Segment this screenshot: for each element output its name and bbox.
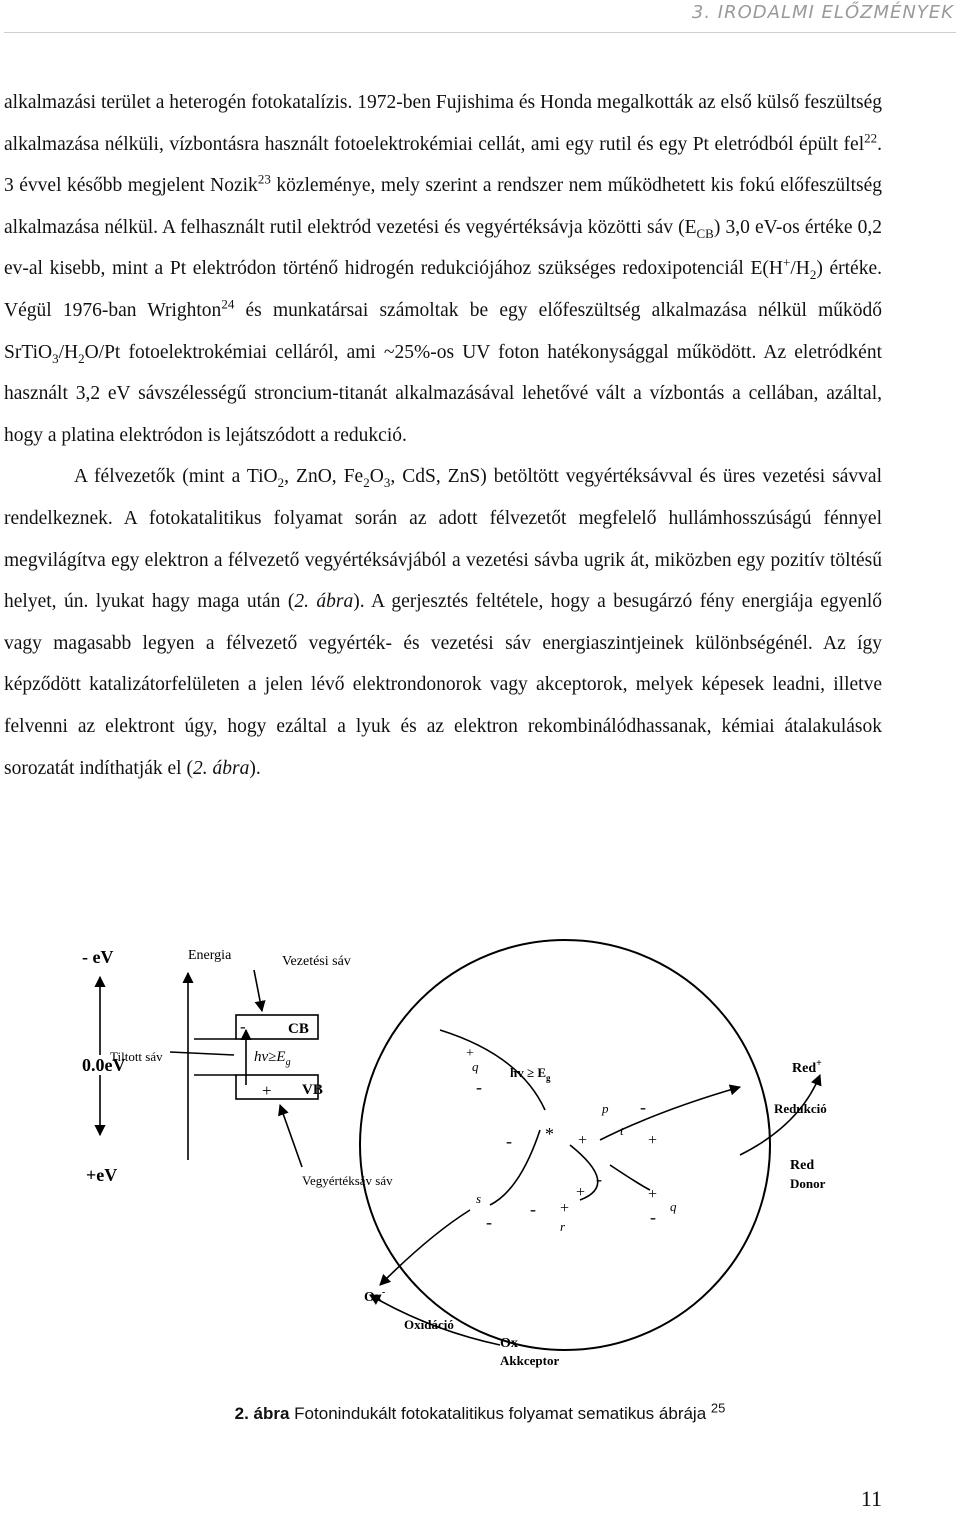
subscript: 2 [78,350,85,366]
p2-text: , ZnO, Fe [284,466,364,488]
p1-text: és munkatársai számoltak be egy előfeszültség alkalmazása nélkül működő SrTiO [4,299,883,363]
red-plus-label: Red+ [792,1058,822,1076]
recombination-arrow [490,1130,540,1205]
oxidation-arrow [380,1210,470,1285]
conduction-band-label: Vezetési sáv [282,954,351,969]
minus-sign: - [506,1131,512,1151]
citation-24: 24 [221,296,235,312]
superscript-plus: + [782,254,791,270]
caption-number: 2. ábra [234,1404,290,1423]
ox-minus-label: Ox- [364,1287,386,1305]
subscript: 3 [383,475,391,491]
valence-band-label: Vegyértéksáv sáv [302,1173,393,1188]
plus-sign: + [648,1186,658,1203]
t-label: t [620,1123,624,1138]
subscript: 2 [363,475,370,491]
citation-23: 23 [257,171,271,187]
photocatalysis-diagram [0,935,960,1405]
hv-left-label: $hv\ge E_g$ [254,1049,291,1068]
minus-sign: - [530,1199,536,1219]
band-gap-label: Tiltott sáv [110,1049,163,1064]
plus-sign: + [648,1132,658,1149]
p1-text: O/Pt fotoelektrokémiai celláról, ami ~25%-os UV foton hatékonysággal működött. Az eletródként használt 3,2 eV sávszélességű stroncium-titanát alkalmazásával lehetővé vált a vízbontás a cellában, azáltal, hogy a platina elektródon is lejátszódott a redukció. [4,341,882,446]
subscript: 2 [809,267,817,283]
hv-right-label: hv ≥ $E_g$ [510,1065,551,1083]
reduction-label: Redukció [774,1101,827,1116]
citation-22: 22 [864,130,878,146]
cb-label: CB [288,1021,309,1037]
running-header: 3. IRODALMI ELŐZMÉNYEK [691,2,954,23]
p-label: p [602,1101,609,1116]
plus-sign: + [576,1184,586,1201]
figure-2 [0,935,960,1405]
r-label: r [560,1219,566,1234]
p2-text: A félvezetők (mint a TiO [74,466,278,488]
paragraph-2 [4,456,882,789]
p1-text: alkalmazási terület a heterogén fotokatalízis. 1972-ben Fujishima és Honda megalkották az első külső feszültség alkalmazása nélküli, vízbontásra használt fotoelektrokémiai cellát, ami egy rutil és egy Pt eletródból épült fel [4,92,882,155]
plus-sign: + [578,1132,588,1149]
p1-text: /H [790,258,810,280]
semiconductor-particle [360,940,770,1350]
neg-ev-label: - eV [82,947,114,967]
transfer-arrow [610,1165,650,1190]
excitation-center: * [545,1124,554,1144]
minus-sign: - [596,1169,602,1189]
p1-text: /H [58,341,79,363]
ox-label: Ox [500,1336,518,1351]
minus-sign: - [476,1077,482,1097]
subscript: 2 [277,475,285,491]
q-label: q [472,1059,479,1074]
citation-25: 25 [710,1400,726,1416]
figure-caption [0,1400,960,1424]
p1-text: . 3 évvel később megjelent Nozik [4,133,882,197]
electron-sign: - [240,1017,246,1036]
p2-text: , CdS, ZnS) betöltött vegyértéksávval és üres vezetési sávval rendelkeznek. A fotokatalitikus folyamat során az adott félvezetőt megfelelő hullámhosszúságú fénnyel megvilágítva egy elektron a félvezető vegyértéksávjából a vezetési sávba ugrik át, miközben egy pozitív töltésű helyet, ún. lyukat hagy maga után ( [4,466,882,613]
energy-label: Energia [188,948,232,963]
minus-sign: - [640,1097,646,1117]
acceptor-label: Akkceptor [500,1353,560,1368]
pos-ev-label: +eV [86,1165,118,1185]
donor-label: Donor [790,1176,826,1191]
minus-sign: - [486,1212,492,1232]
figure-reference: 2. ábra [294,591,354,613]
plus-sign: + [560,1200,570,1217]
p2-text: ). A gerjesztés feltétele, hogy a besugárzó fény energiája egyenlő vagy magasabb legyen a félvezető vegyérték- és vezetési sáv energiaszintjeinek különbségénél. Az így képződött katalizátorfelületen a jelen lévő elektrondonorok vagy akceptorok, melyek képesek leadni, illetve felvenni az elektront úgy, hogy ezáltal a lyuk és az elektron rekombinálódhassanak, kémiai átalakulások sorozatát indíthatják el ( [4,591,882,779]
plus-sign: + [466,1046,474,1061]
pointer-line [280,1105,302,1167]
pointer-line [170,1052,234,1055]
subscript: 3 [52,350,59,366]
subscript-cb: CB [696,225,714,241]
minus-sign: - [650,1207,656,1227]
hole-sign: + [262,1081,272,1100]
p1-text: ) 3,0 eV-os értéke 0,2 ev-al kisebb, mint a Pt elektródon történő hidrogén redukciójához szükséges redoxipotenciál E(H [4,216,882,280]
caption-text: Fotonindukált fotokatalitikus folyamat sematikus ábrája [289,1404,711,1423]
header-rule [4,32,956,33]
vb-label: VB [302,1082,323,1098]
p2-text: ). [249,757,261,779]
figure-reference: 2. ábra [192,757,250,779]
s-label: s [476,1191,482,1206]
red-label: Red [790,1158,815,1173]
zero-ev-label: 0.0eV [82,1055,126,1075]
p1-text: ) értéke. Végül 1976-ban Wrighton [4,258,882,321]
page-number: 11 [860,1486,882,1511]
q-label: q [670,1199,677,1214]
p2-text: O [369,466,384,488]
body-text [4,82,882,789]
p1-text: közleménye, mely szerint a rendszer nem működhetett kis fokú előfeszültség alkalmazása nélkül. A felhasznált rutil elektród vezetési és vegyértéksávja közötti sáv (E [4,175,883,238]
pointer-line [254,970,262,1011]
paragraph-1 [4,82,882,456]
oxidation-label: Oxidáció [404,1317,454,1332]
